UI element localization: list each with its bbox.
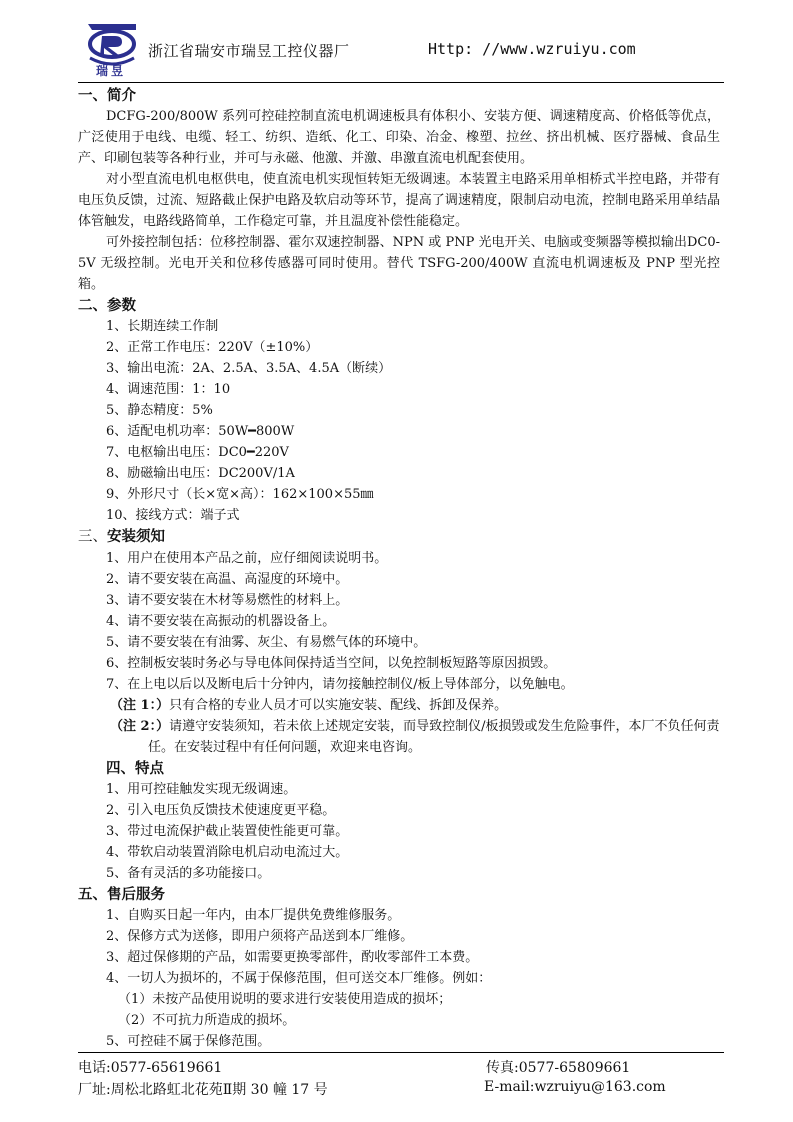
param-item: 4、调速范围：1：10 bbox=[106, 382, 231, 397]
install-note-1 bbox=[78, 695, 720, 716]
page-header bbox=[78, 14, 724, 82]
section-title-intro: 一、简介 bbox=[78, 87, 136, 104]
section-title-service: 五、售后服务 bbox=[78, 886, 165, 903]
logo-text: 瑞昱 bbox=[96, 64, 127, 78]
header-divider bbox=[78, 82, 724, 83]
company-name: 浙江省瑞安市瑞昱工控仪器厂 bbox=[148, 42, 350, 60]
install-item: 6、控制板安装时务必与导电体间保持适当空间，以免控制板短路等原因损毁。 bbox=[106, 656, 557, 671]
param-item: 1、长期连续工作制 bbox=[106, 319, 219, 334]
section-title-params: 二、参数 bbox=[78, 297, 136, 314]
note-text: 只有合格的专业人员才可以实施安装、配线、拆卸及保养。 bbox=[169, 698, 508, 713]
feature-item: 4、带软启动装置消除电机启动电流过大。 bbox=[106, 845, 349, 860]
service-item: 3、超过保修期的产品，如需要更换零部件，酌收零部件工本费。 bbox=[106, 950, 479, 965]
feature-item: 2、引入电压负反馈技术使速度更平稳。 bbox=[106, 803, 336, 818]
service-item: 1、自购买日起一年内，由本厂提供免费维修服务。 bbox=[106, 908, 401, 923]
section-title-install bbox=[78, 526, 720, 548]
install-item: 1、用户在使用本产品之前，应仔细阅读说明书。 bbox=[106, 551, 388, 566]
service-item: 5、可控硅不属于保修范围。 bbox=[106, 1034, 271, 1049]
section-title-features: 四、特点 bbox=[106, 760, 164, 777]
install-item: 4、请不要安装在高振动的机器设备上。 bbox=[106, 614, 336, 629]
install-item: 3、请不要安装在木材等易燃性的材料上。 bbox=[106, 593, 349, 608]
param-item: 6、适配电机功率：50W━800W bbox=[106, 424, 295, 439]
intro-paragraph-3: 可外接控制包括：位移控制器、霍尔双速控制器、NPN 或 PNP 光电开关、电脑或变频器等模拟输出DC0-5V 无级控制。光电开关和位移传感器可同时使用。替代 TSFG-200/400W 直流电机调速板及 PNP 型光控箱。 bbox=[78, 235, 720, 292]
install-item: 2、请不要安装在高温、高湿度的环境中。 bbox=[106, 572, 349, 587]
service-sub-item: （2）不可抗力所造成的损坏。 bbox=[118, 1013, 296, 1028]
footer-divider bbox=[78, 1052, 724, 1053]
install-item: 7、在上电以后以及断电后十分钟内，请勿接触控制仪/板上导体部分，以免触电。 bbox=[106, 677, 574, 692]
service-sub-item: （1）未按产品使用说明的要求进行安装使用造成的损坏； bbox=[118, 992, 452, 1007]
website-url[interactable]: Http: //www.wzruiyu.com bbox=[428, 40, 636, 58]
param-item: 9、外形尺寸（长×宽×高）：162×100×55㎜ bbox=[106, 487, 374, 502]
footer-fax: 传真:0577-65809661 bbox=[486, 1060, 631, 1076]
footer-email[interactable]: E-mail:wzruiyu@163.com bbox=[484, 1079, 666, 1095]
install-item: 5、请不要安装在有油雾、灰尘、有易燃气体的环境中。 bbox=[106, 635, 427, 650]
param-item: 7、电枢输出电压：DC0━220V bbox=[106, 445, 289, 460]
feature-item: 5、备有灵活的多功能接口。 bbox=[106, 866, 271, 881]
note-tag: （注 1：） bbox=[110, 698, 170, 713]
service-item: 4、一切人为损坏的，不属于保修范围，但可送交本厂维修。例如： bbox=[106, 971, 492, 986]
param-item: 10、接线方式：端子式 bbox=[106, 508, 240, 523]
note-tag: （注 2：） bbox=[110, 719, 170, 734]
section-title-text: 安装须知 bbox=[107, 528, 165, 545]
feature-item: 1、用可控硅触发实现无级调速。 bbox=[106, 782, 297, 797]
install-note-2 bbox=[78, 716, 720, 758]
param-item: 2、正常工作电压：220V（±10%） bbox=[106, 340, 319, 355]
page-footer bbox=[78, 1057, 724, 1107]
service-item: 2、保修方式为送修，即用户须将产品送到本厂维修。 bbox=[106, 929, 414, 944]
footer-phone: 电话:0577-65619661 bbox=[78, 1060, 223, 1076]
param-item: 8、励磁输出电压：DC200V/1A bbox=[106, 466, 295, 481]
param-item: 5、静态精度：5% bbox=[106, 403, 213, 418]
company-logo bbox=[82, 18, 142, 78]
section-number: 三、 bbox=[78, 529, 107, 545]
document-body bbox=[78, 85, 720, 1052]
feature-item: 3、带过电流保护截止装置使性能更可靠。 bbox=[106, 824, 349, 839]
intro-paragraph-1: DCFG-200/800W 系列可控硅控制直流电机调速板具有体积小、安装方便、调速精度高、价格低等优点，广泛使用于电线、电缆、轻工、纺织、造纸、化工、印染、冶金、橡塑、拉丝、挤出机械、医疗器械、食品生产、印刷包装等各种行业，并可与永磁、他激、并激、串激直流电机配套使用。 bbox=[78, 109, 720, 166]
param-item: 3、输出电流：2A、2.5A、3.5A、4.5A（断续） bbox=[106, 361, 392, 376]
note-text: 请遵守安装须知，若未依上述规定安装，而导致控制仪/板损毁或发生危险事件，本厂不负任何责任。在安装过程中有任何问题，欢迎来电咨询。 bbox=[148, 719, 720, 755]
footer-address: 厂址:周松北路虹北花苑Ⅱ期 30 幢 17 号 bbox=[78, 1082, 328, 1098]
intro-paragraph-2: 对小型直流电机电枢供电，使直流电机实现恒转矩无级调速。本装置主电路采用单相桥式半控电路，并带有电压负反馈，过流、短路截止保护电路及软启动等环节，提高了调速精度，限制启动电流，控制电路采用单结晶体管触发，电路线路简单，工作稳定可靠，并且温度补偿性能稳定。 bbox=[78, 172, 720, 229]
